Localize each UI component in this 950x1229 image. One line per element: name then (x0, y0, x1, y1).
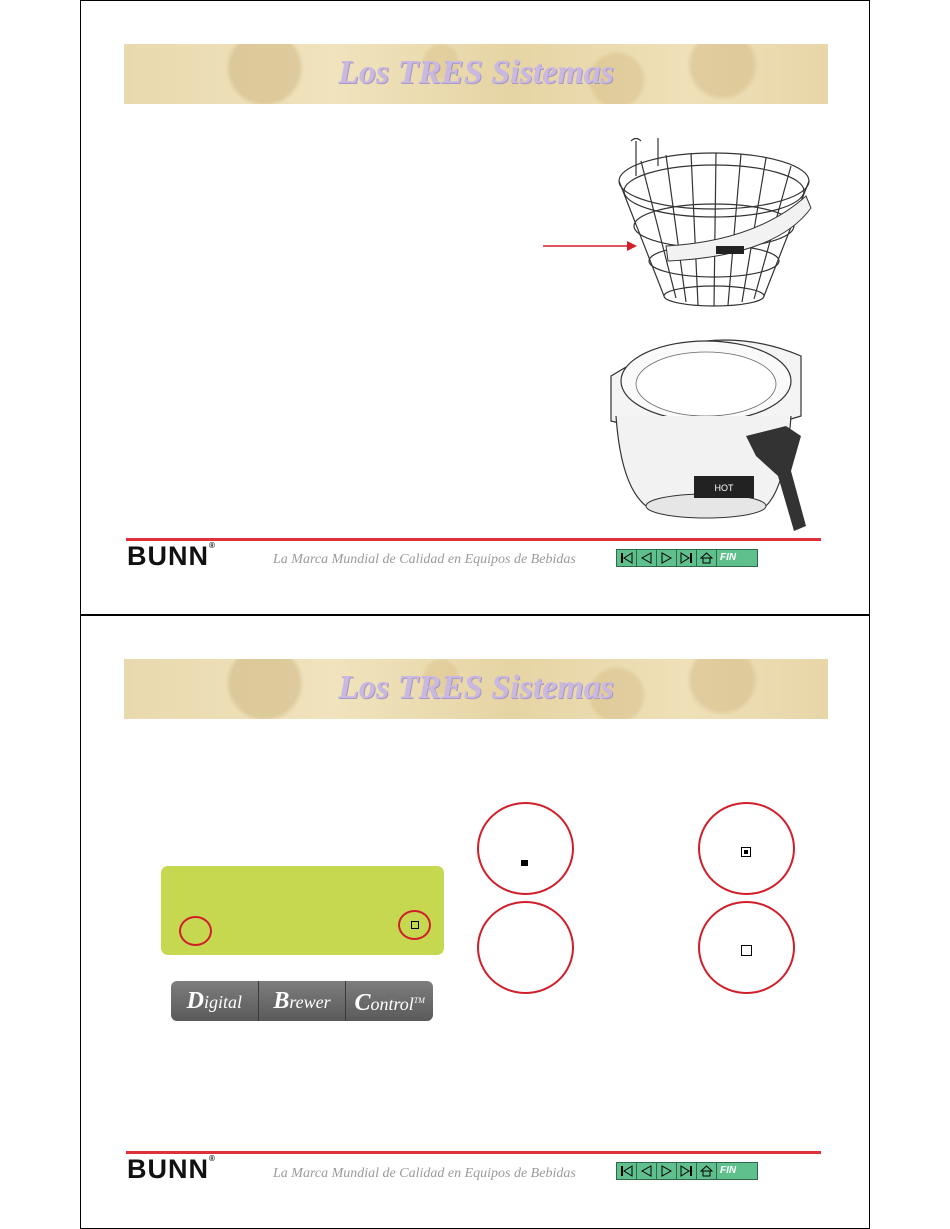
zoom-circle-top-left (477, 802, 574, 895)
next-slide-icon (660, 1165, 673, 1177)
zoom-circle-top-right (698, 802, 795, 895)
wire-basket-illustration (606, 136, 821, 311)
dbc-digital: Digital (171, 981, 259, 1021)
bunn-logo: BUNN® (127, 1154, 216, 1184)
slide-title: Los TRES Sistemas (338, 669, 614, 706)
footer-divider (126, 1151, 821, 1154)
slide-1 (80, 0, 870, 615)
framed-indicator-square (741, 847, 751, 857)
control-panel-display (161, 866, 444, 955)
digital-brewer-control-logo (171, 981, 433, 1021)
tagline: La Marca Mundial de Calidad en Equipos de Bebidas (273, 552, 576, 567)
bunn-logo: BUNN® (127, 541, 216, 571)
zoom-circle-bottom-right (698, 901, 795, 994)
empty-indicator-square (741, 945, 752, 956)
slide-navigation (616, 549, 758, 567)
first-slide-button[interactable] (617, 1163, 637, 1179)
left-indicator-ring (179, 916, 212, 946)
home-icon (700, 552, 713, 564)
home-button[interactable] (697, 1163, 717, 1179)
slide-navigation (616, 1162, 758, 1180)
slide-title: Los TRES Sistemas (338, 54, 614, 91)
last-slide-button[interactable] (677, 1163, 697, 1179)
previous-slide-button[interactable] (637, 550, 657, 566)
footer-divider (126, 538, 821, 541)
slide-2 (80, 615, 870, 1229)
last-slide-icon (680, 1165, 693, 1177)
right-indicator-square (411, 921, 419, 929)
last-slide-icon (680, 552, 693, 564)
previous-slide-button[interactable] (637, 1163, 657, 1179)
last-slide-button[interactable] (677, 550, 697, 566)
previous-slide-icon (640, 552, 653, 564)
next-slide-icon (660, 552, 673, 564)
tagline: La Marca Mundial de Calidad en Equipos de Bebidas (273, 1166, 576, 1181)
previous-slide-icon (640, 1165, 653, 1177)
fin-button[interactable]: FIN (720, 1165, 737, 1176)
home-button[interactable] (697, 550, 717, 566)
next-slide-button[interactable] (657, 1163, 677, 1179)
dbc-brewer: Brewer (259, 981, 347, 1021)
filled-indicator-square (521, 860, 528, 866)
right-indicator-ring (398, 910, 431, 940)
title-banner (124, 659, 828, 719)
fin-button[interactable]: FIN (720, 552, 737, 563)
title-banner (124, 44, 828, 104)
zoom-circle-bottom-left (477, 901, 574, 994)
first-slide-icon (620, 1165, 633, 1177)
hot-warning-label: HOT (714, 483, 734, 493)
next-slide-button[interactable] (657, 550, 677, 566)
first-slide-button[interactable] (617, 550, 637, 566)
dbc-control: Control™ (354, 990, 425, 1016)
first-slide-icon (620, 552, 633, 564)
home-icon (700, 1165, 713, 1177)
brew-funnel-illustration (606, 326, 816, 536)
